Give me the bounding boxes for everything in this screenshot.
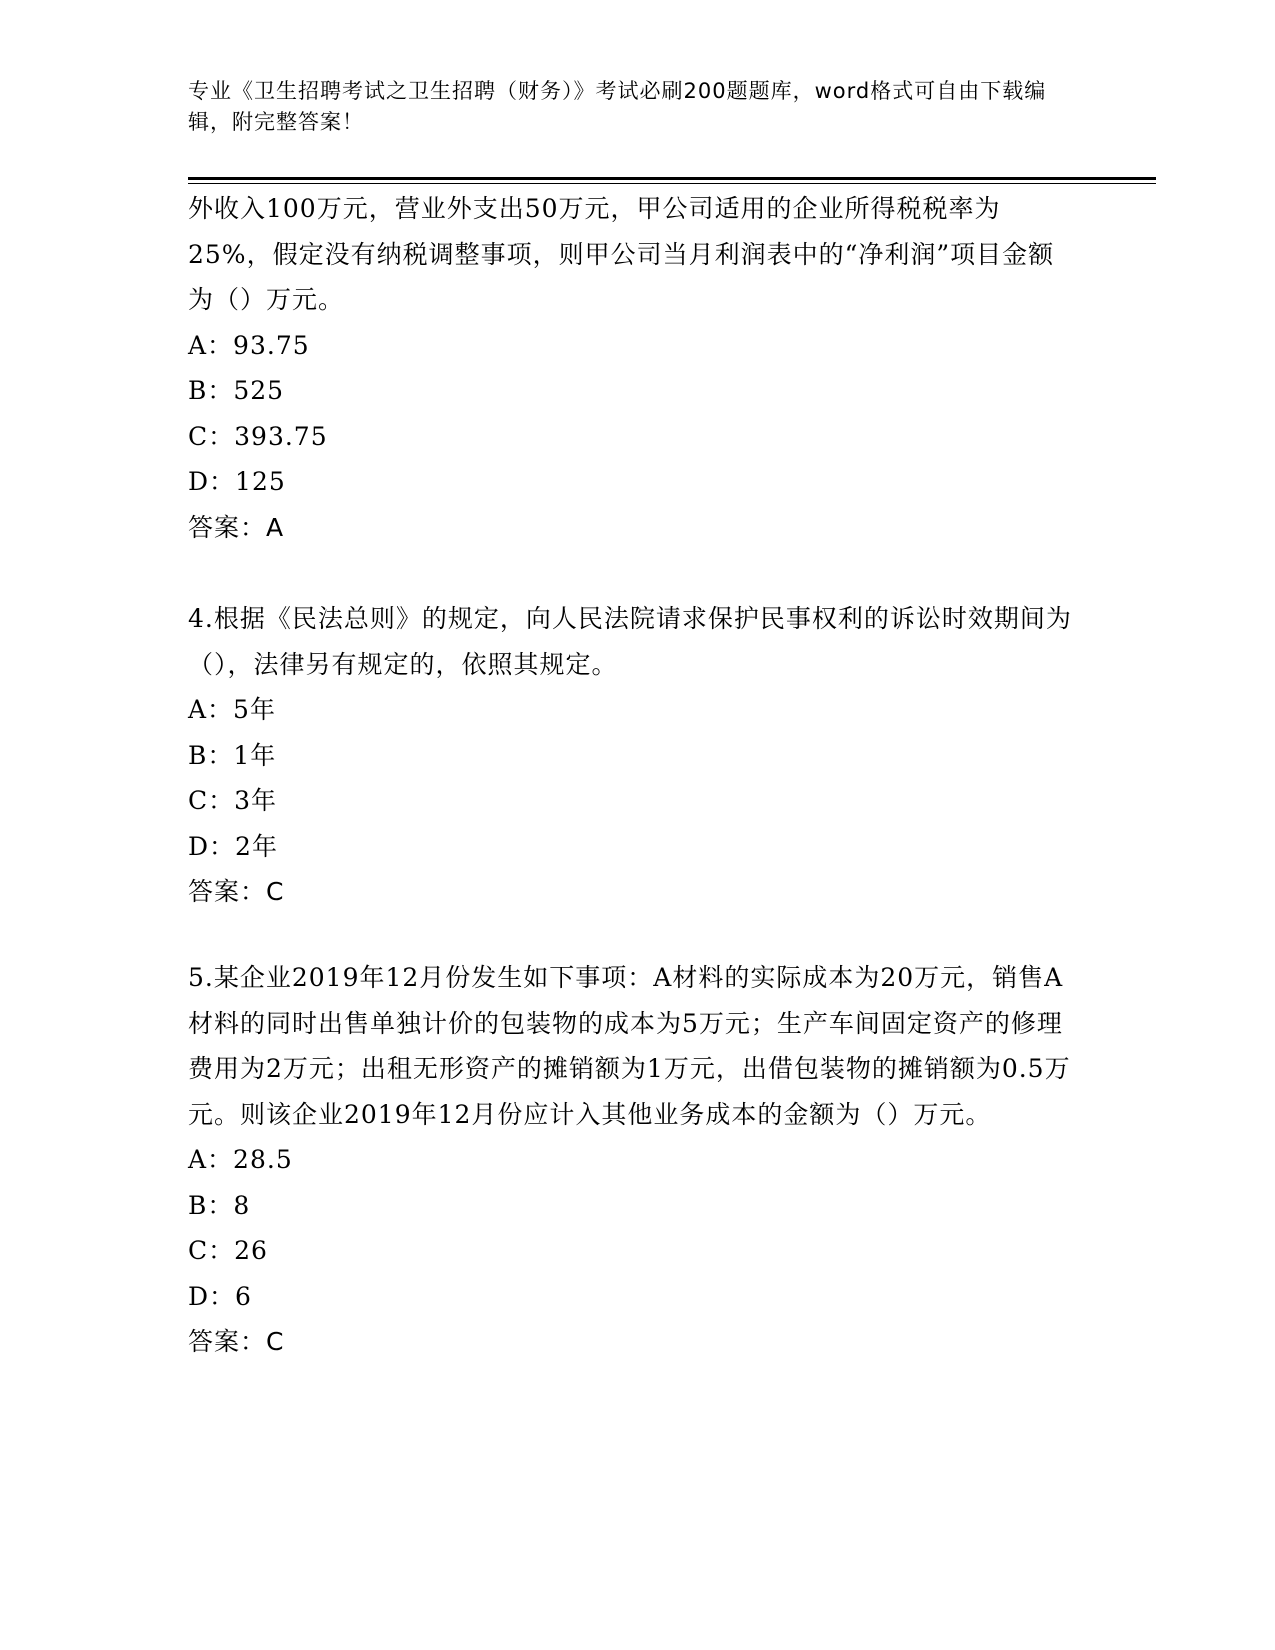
option-b: B：525 — [188, 376, 285, 405]
option-c: C：26 — [188, 1236, 268, 1265]
question-5 — [188, 955, 1078, 1365]
option-b: B：8 — [188, 1190, 251, 1220]
option-b: B：1年 — [188, 740, 277, 770]
header-divider-thin — [188, 183, 1156, 184]
option-a: A：28.5 — [188, 1145, 293, 1174]
question-stem: 5.某企业2019年12月份发生如下事项：A材料的实际成本为20万元，销售A材料的同时出售单独计价的包装物的成本为5万元；生产车间固定资产的修理费用为2万元；出租无形资产的摊销额为1万元，出借包装物的摊销额为0.5万元。则该企业2019年12月份应计入其他业务成本的金额为（）万元。 — [188, 963, 1071, 1129]
question-4 — [188, 596, 1078, 915]
option-a: A：5年 — [188, 695, 276, 724]
answer-line: 答案：A — [188, 512, 285, 542]
option-c: C：3年 — [188, 786, 278, 815]
question-stem: 4.根据《民法总则》的规定，向人民法院请求保护民事权利的诉讼时效期间为（），法律另有规定的，依照其规定。 — [188, 604, 1072, 679]
option-d: D：6 — [188, 1281, 252, 1311]
header-divider-thick — [188, 177, 1156, 180]
document-header: 专业《卫生招聘考试之卫生招聘（财务）》考试必刷200题题库，word格式可自由下载编辑，附完整答案！ — [188, 79, 1047, 134]
option-d: D：125 — [188, 467, 286, 496]
answer-line: 答案：C — [188, 1327, 285, 1356]
question-3 — [188, 186, 1078, 550]
question-stem: 外收入100万元，营业外支出50万元，甲公司适用的企业所得税税率为25%，假定没有纳税调整事项，则甲公司当月利润表中的“净利润”项目金额为（）万元。 — [188, 194, 1055, 314]
option-d: D：2年 — [188, 831, 278, 861]
option-a: A：93.75 — [188, 330, 310, 360]
option-c: C：393.75 — [188, 421, 328, 451]
answer-line: 答案：C — [188, 877, 285, 906]
